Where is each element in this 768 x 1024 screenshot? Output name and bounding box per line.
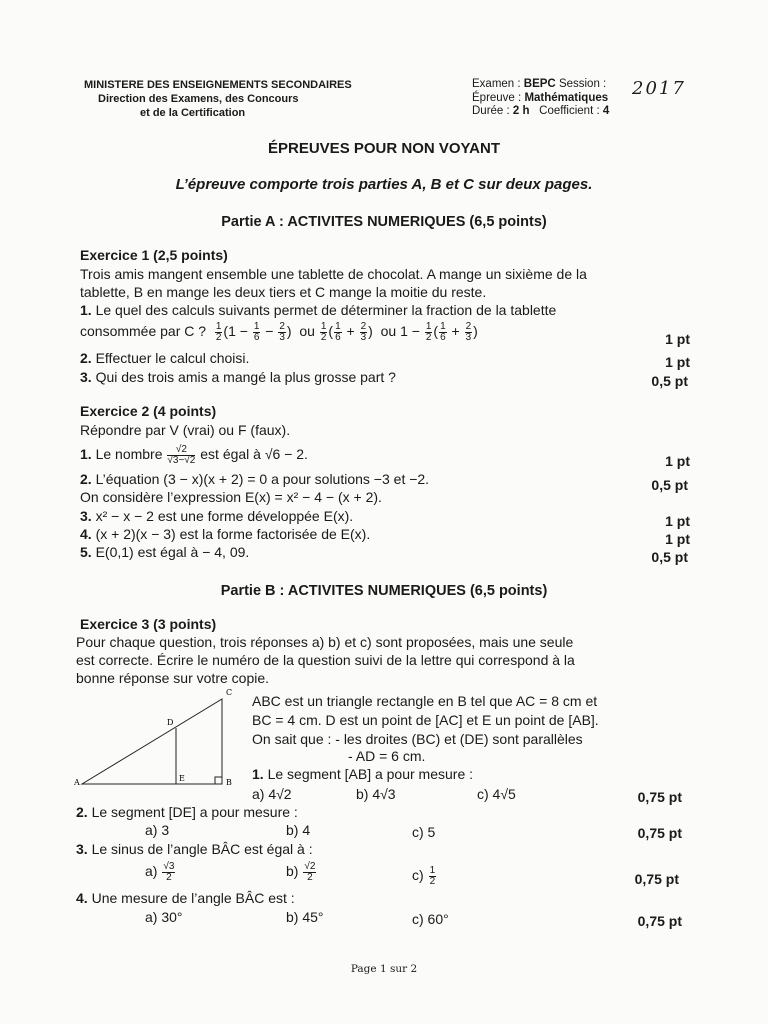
epreuve-label: Épreuve : [472, 91, 522, 104]
ex3-desc-1: ABC est un triangle rectangle en B tel que AC = 8 cm et [252, 693, 598, 709]
triangle-figure [72, 684, 244, 794]
exercise-3-title: Exercice 3 (3 points) [80, 616, 217, 632]
ex3-q4-option-a: a) 30° [145, 909, 183, 925]
ex3-line-2: est correcte. Écrire le numéro de la question suivi de la lettre qui correspond à la [76, 652, 575, 668]
label-a: A [74, 778, 80, 787]
ex2-q5-points: 0,5 pt [651, 549, 688, 565]
ex3-q3-option-b: b) $\frac{√2}{2}$ [286, 861, 316, 883]
label-d: D [167, 718, 174, 727]
exam-value: BEPC [523, 78, 556, 90]
duree-label: Durée : [472, 105, 510, 117]
ex3-q4-points: 0,75 pt [637, 913, 682, 929]
label-b: B [226, 778, 232, 787]
certification-name: et de la Certification [140, 107, 246, 119]
ex3-question-4: 4. Une mesure de l’angle BÂC est : [76, 890, 295, 906]
ex3-q4-option-b: b) 45° [286, 909, 324, 925]
triangle-abc [82, 699, 222, 784]
label-e: E [179, 774, 185, 783]
ex1-question-2: 2. Effectuer le calcul choisi. [80, 350, 250, 366]
ex1-question-1-b: consommée par C ? $\frac{1}{2}$ (1 − $\frac{1}{6}$ − $\frac{2}{3}$ ) ou $\frac{1}{2}$ ( $\frac{1}{6}$ + $\frac{2}{3}$ ) ou 1 − $\frac{1}{2}$ ( $\frac{1}{6}$ + $\frac{2}{3}$ ) [80, 321, 478, 343]
ex3-desc-4: - AD = 6 cm. [348, 748, 426, 764]
ex3-desc-2: BC = 4 cm. D est un point de [AC] et E un point de [AB]. [252, 712, 599, 728]
ex3-q2-points: 0,75 pt [637, 825, 682, 841]
ex3-q1-option-b: b) 4√3 [356, 786, 396, 802]
ministry-name: MINISTERE DES ENSEIGNEMENTS SECONDAIRES [84, 79, 352, 91]
ex3-line-3: bonne réponse sur votre copie. [76, 670, 270, 686]
ex2-q3-points: 1 pt [665, 513, 690, 529]
ex3-q4-option-c: c) 60° [412, 911, 449, 927]
ex3-question-1: 1. Le segment [AB] a pour mesure : [252, 766, 474, 782]
ex3-q2-option-c: c) 5 [412, 824, 436, 840]
ex2-question-1: 1. Le nombre $\frac{√2}{√3-√2}$ est égal à √6 − 2. [80, 444, 308, 466]
ex3-q3-option-a: a) $\frac{√3}{2}$ [145, 861, 175, 883]
ex2-question-2: 2. L’équation (3 − x)(x + 2) = 0 a pour solutions −3 et −2. [80, 471, 430, 487]
page-title: ÉPREUVES POUR NON VOYANT [268, 140, 500, 157]
ex3-desc-3: On sait que : - les droites (BC) et (DE) sont parallèles [252, 731, 583, 747]
ex3-question-3: 3. Le sinus de l’angle BÂC est égal à : [76, 841, 313, 857]
ex2-q4-points: 1 pt [665, 531, 690, 547]
part-a-title: Partie A : ACTIVITES NUMERIQUES (6,5 points) [221, 214, 547, 230]
ex1-question-1-a: 1. Le quel des calculs suivants permet de déterminer la fraction de la tablette [80, 302, 557, 318]
exercise-2-title: Exercice 2 (4 points) [80, 403, 217, 419]
page-footer: Page 1 sur 2 [350, 963, 418, 975]
ex3-q1-option-a: a) 4√2 [252, 786, 292, 802]
duree-value: 2 h [512, 105, 530, 117]
label-c: C [226, 688, 233, 697]
exercise-1-title: Exercice 1 (2,5 points) [80, 247, 228, 263]
ex3-q2-option-b: b) 4 [286, 822, 311, 838]
ex2-question-5: 5. E(0,1) est égal à − 4, 09. [80, 544, 250, 560]
ex1-q3-points: 0,5 pt [651, 373, 688, 389]
ex1-line-2: tablette, B en mange les deux tiers et C mange la moitie du reste. [80, 284, 487, 300]
epreuve-value: Mathématiques [524, 91, 609, 104]
direction-name: Direction des Examens, des Concours [98, 93, 299, 105]
part-b-title: Partie B : ACTIVITES NUMERIQUES (6,5 points) [220, 583, 548, 599]
ex2-q1-points: 1 pt [665, 453, 690, 469]
ex2-q2-points: 0,5 pt [651, 477, 688, 493]
ex3-q1-points: 0,75 pt [637, 789, 682, 805]
exam-info [472, 78, 609, 119]
ex3-q3-option-c: c) $\frac{1}{2}$ [412, 865, 436, 887]
ex2-question-4: 4. (x + 2)(x − 3) est la forme factorisée de E(x). [80, 526, 371, 542]
ex1-q2-points: 1 pt [665, 354, 690, 370]
ex3-q1-option-c: c) 4√5 [477, 786, 516, 802]
ministry-header [84, 78, 352, 120]
ex3-q2-option-a: a) 3 [145, 822, 170, 838]
right-angle-b [215, 777, 222, 784]
ex2-intro: Répondre par V (vrai) ou F (faux). [80, 422, 291, 438]
session-year: 2017 [632, 78, 686, 99]
ex3-line-1: Pour chaque question, trois réponses a) b) et c) sont proposées, mais une seule [76, 634, 574, 650]
intro-text: L’épreuve comporte trois parties A, B et C sur deux pages. [175, 176, 593, 193]
session-label: Session : [558, 78, 607, 90]
ex2-question-3: 3. x² − x − 2 est une forme développée E(x). [80, 508, 354, 524]
ex1-q1-points: 1 pt [665, 331, 690, 347]
ex1-line-1: Trois amis mangent ensemble une tablette de chocolat. A mange un sixième de la [80, 266, 587, 282]
ex3-question-2: 2. Le segment [DE] a pour mesure : [76, 804, 298, 820]
ex3-q3-points: 0,75 pt [634, 871, 679, 887]
ex2-consider: On considère l’expression E(x) = x² − 4 − (x + 2). [80, 489, 382, 505]
coef-value: 4 [602, 105, 610, 117]
ex1-question-3: 3. Qui des trois amis a mangé la plus grosse part ? [80, 369, 396, 385]
exam-label: Examen : [472, 78, 521, 90]
coef-label: Coefficient : [539, 105, 600, 117]
